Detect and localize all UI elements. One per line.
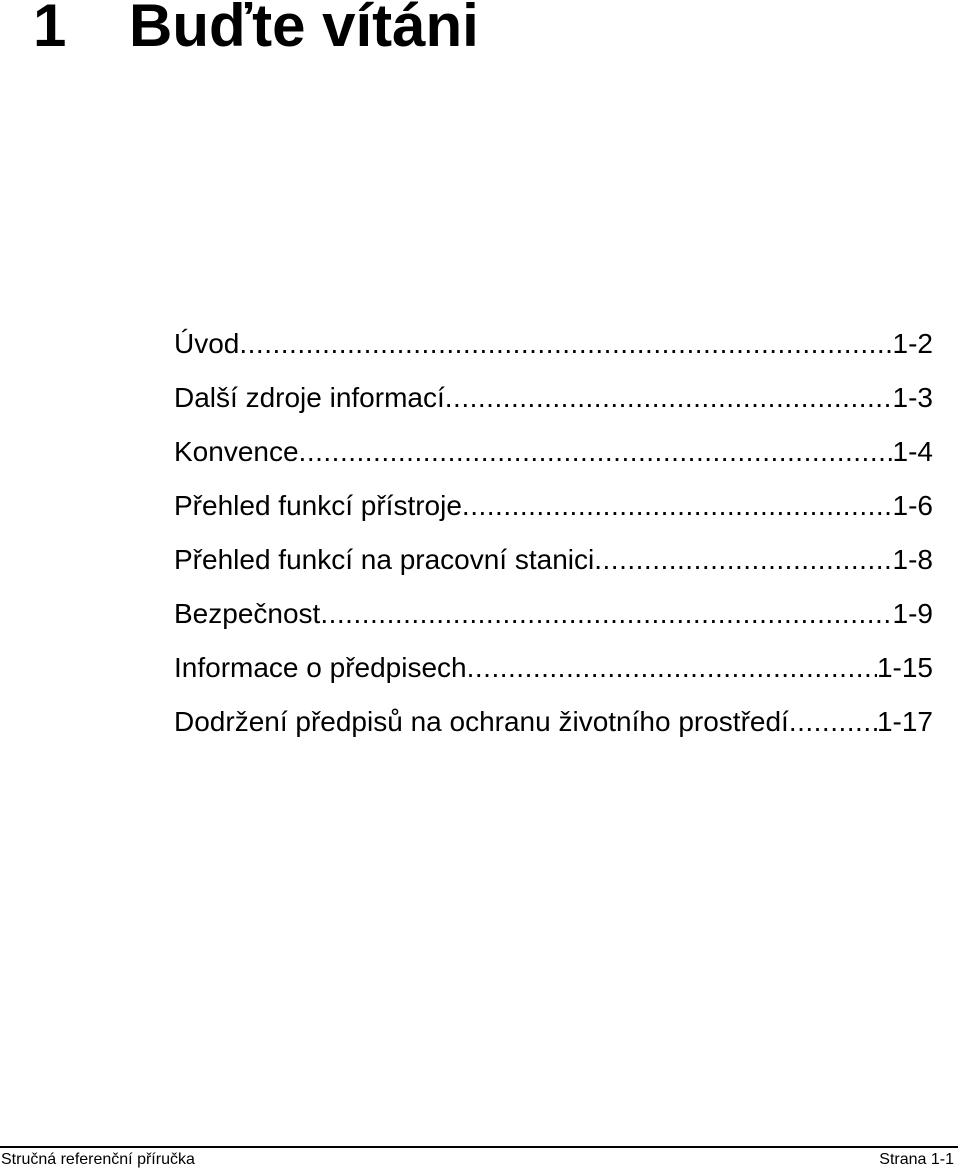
toc-entry-label: Úvod <box>174 328 240 359</box>
footer-document-title: Stručná referenční příručka <box>1 1151 195 1168</box>
toc-dot-leader <box>467 648 877 688</box>
toc-entry-label: Informace o předpisech <box>174 652 467 683</box>
chapter-title-text: Buďte vítáni <box>129 0 479 59</box>
toc-dot-leader <box>462 486 893 526</box>
toc-entry-page: 1-15 <box>876 652 933 683</box>
toc-entry-page: 1-9 <box>892 598 933 629</box>
chapter-title <box>33 0 479 62</box>
toc-entry-uvod[interactable] <box>174 324 933 378</box>
toc-dot-leader <box>789 702 877 742</box>
toc-entry-page: 1-6 <box>892 490 933 521</box>
toc-dot-leader <box>320 594 892 634</box>
toc-entry-page: 1-8 <box>892 544 933 575</box>
toc-entry-prehled-funkci-pristroje[interactable] <box>174 486 933 540</box>
footer-page-number: Strana 1-1 <box>879 1151 954 1168</box>
footer-divider <box>0 1146 958 1148</box>
toc-entry-bezpecnost[interactable] <box>174 594 933 648</box>
toc-dot-leader <box>445 378 893 418</box>
table-of-contents <box>174 324 933 756</box>
toc-entry-page: 1-2 <box>892 328 933 359</box>
toc-dot-leader <box>594 540 892 580</box>
toc-dot-leader <box>299 432 893 472</box>
chapter-number: 1 <box>33 0 67 59</box>
toc-entry-konvence[interactable] <box>174 432 933 486</box>
toc-entry-page: 1-4 <box>892 436 933 467</box>
toc-entry-dalsi-zdroje-informaci[interactable] <box>174 378 933 432</box>
toc-entry-label: Konvence <box>174 436 299 467</box>
toc-entry-label: Bezpečnost <box>174 598 321 629</box>
toc-entry-informace-o-predpisech[interactable] <box>174 648 933 702</box>
toc-dot-leader <box>239 324 892 364</box>
toc-entry-prehled-funkci-na-pracovni-stanici[interactable] <box>174 540 933 594</box>
toc-entry-page: 1-3 <box>892 382 933 413</box>
toc-entry-label: Přehled funkcí na pracovní stanici <box>174 544 595 575</box>
toc-entry-page: 1-17 <box>876 706 933 737</box>
toc-entry-label: Dodržení předpisů na ochranu životního prostředí <box>174 706 789 737</box>
toc-entry-label: Další zdroje informací <box>174 382 445 413</box>
toc-entry-dodrzeni-predpisu[interactable] <box>174 702 933 756</box>
toc-entry-label: Přehled funkcí přístroje <box>174 490 462 521</box>
